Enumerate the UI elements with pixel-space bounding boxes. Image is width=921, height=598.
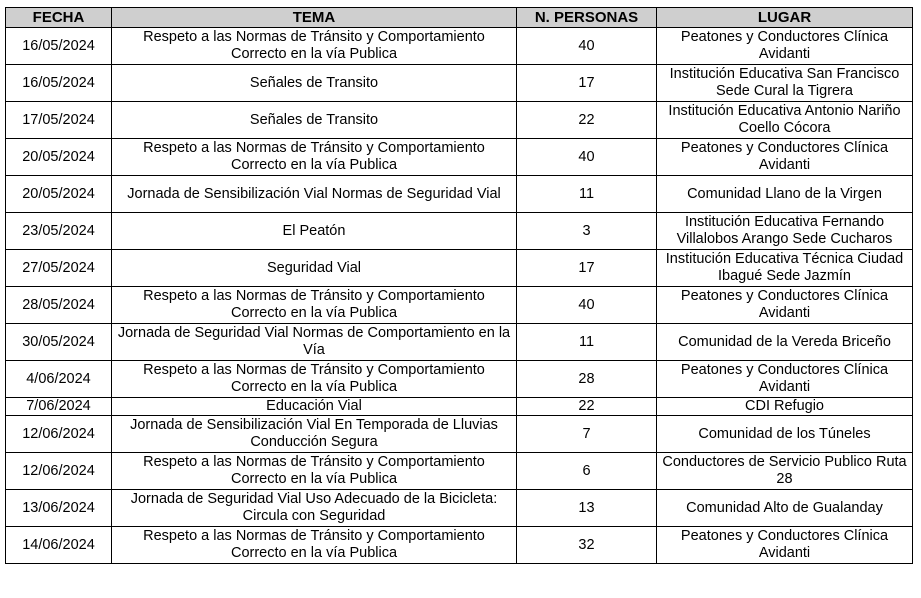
cell-personas: 11 [517,324,657,361]
cell-tema: Jornada de Sensibilización Vial Normas de Seguridad Vial [112,176,517,213]
table-row [6,361,913,398]
cell-fecha: 4/06/2024 [6,361,112,398]
cell-fecha: 28/05/2024 [6,287,112,324]
cell-tema: Seguridad Vial [112,250,517,287]
cell-tema: Respeto a las Normas de Tránsito y Comportamiento Correcto en la vía Publica [112,527,517,564]
cell-personas: 40 [517,287,657,324]
cell-fecha: 27/05/2024 [6,250,112,287]
table-row [6,490,913,527]
cell-fecha: 14/06/2024 [6,527,112,564]
table-row [6,416,913,453]
cell-personas: 28 [517,361,657,398]
cell-tema: Respeto a las Normas de Tránsito y Comportamiento Correcto en la vía Publica [112,453,517,490]
table-row [6,65,913,102]
cell-lugar: Institución Educativa Técnica Ciudad Ibagué Sede Jazmín [657,250,913,287]
table-row [6,139,913,176]
table-row [6,453,913,490]
cell-lugar: Institución Educativa Antonio Nariño Coello Cócora [657,102,913,139]
cell-tema: Respeto a las Normas de Tránsito y Comportamiento Correcto en la vía Publica [112,361,517,398]
cell-tema: Señales de Transito [112,102,517,139]
cell-lugar: CDI Refugio [657,398,913,416]
cell-lugar: Comunidad Alto de Gualanday [657,490,913,527]
cell-tema: Respeto a las Normas de Tránsito y Comportamiento Correcto en la vía Publica [112,28,517,65]
cell-fecha: 20/05/2024 [6,139,112,176]
cell-lugar: Comunidad de la Vereda Briceño [657,324,913,361]
cell-fecha: 12/06/2024 [6,416,112,453]
cell-fecha: 17/05/2024 [6,102,112,139]
cell-lugar: Institución Educativa San Francisco Sede Cural la Tigrera [657,65,913,102]
cell-fecha: 16/05/2024 [6,65,112,102]
cell-personas: 32 [517,527,657,564]
table-row [6,527,913,564]
header-row [6,8,913,28]
activities-table-container [5,7,913,564]
cell-personas: 11 [517,176,657,213]
cell-personas: 17 [517,65,657,102]
cell-fecha: 23/05/2024 [6,213,112,250]
cell-personas: 7 [517,416,657,453]
cell-personas: 22 [517,102,657,139]
table-row [6,176,913,213]
cell-personas: 22 [517,398,657,416]
cell-fecha: 20/05/2024 [6,176,112,213]
cell-lugar: Conductores de Servicio Publico Ruta 28 [657,453,913,490]
cell-lugar: Peatones y Conductores Clínica Avidanti [657,287,913,324]
cell-fecha: 13/06/2024 [6,490,112,527]
table-row [6,28,913,65]
table-row [6,213,913,250]
cell-tema: Respeto a las Normas de Tránsito y Comportamiento Correcto en la vía Publica [112,287,517,324]
table-row [6,250,913,287]
cell-tema: Respeto a las Normas de Tránsito y Comportamiento Correcto en la vía Publica [112,139,517,176]
table-row [6,398,913,416]
cell-fecha: 12/06/2024 [6,453,112,490]
cell-personas: 17 [517,250,657,287]
cell-tema: El Peatón [112,213,517,250]
cell-lugar: Peatones y Conductores Clínica Avidanti [657,139,913,176]
cell-tema: Jornada de Seguridad Vial Normas de Comportamiento en la Vía [112,324,517,361]
cell-tema: Educación Vial [112,398,517,416]
cell-tema: Jornada de Seguridad Vial Uso Adecuado de la Bicicleta: Circula con Seguridad [112,490,517,527]
cell-fecha: 7/06/2024 [6,398,112,416]
table-row [6,324,913,361]
table-row [6,287,913,324]
cell-fecha: 16/05/2024 [6,28,112,65]
cell-lugar: Peatones y Conductores Clínica Avidanti [657,28,913,65]
cell-personas: 13 [517,490,657,527]
cell-fecha: 30/05/2024 [6,324,112,361]
cell-personas: 6 [517,453,657,490]
cell-tema: Señales de Transito [112,65,517,102]
cell-personas: 40 [517,28,657,65]
header-personas: N. PERSONAS [517,8,657,28]
header-fecha: FECHA [6,8,112,28]
header-tema: TEMA [112,8,517,28]
cell-lugar: Comunidad de los Túneles [657,416,913,453]
header-lugar: LUGAR [657,8,913,28]
cell-lugar: Institución Educativa Fernando Villalobos Arango Sede Cucharos [657,213,913,250]
activities-table [5,7,913,564]
cell-personas: 40 [517,139,657,176]
cell-tema: Jornada de Sensibilización Vial En Temporada de Lluvias Conducción Segura [112,416,517,453]
cell-lugar: Peatones y Conductores Clínica Avidanti [657,361,913,398]
cell-lugar: Peatones y Conductores Clínica Avidanti [657,527,913,564]
cell-personas: 3 [517,213,657,250]
cell-lugar: Comunidad Llano de la Virgen [657,176,913,213]
table-row [6,102,913,139]
